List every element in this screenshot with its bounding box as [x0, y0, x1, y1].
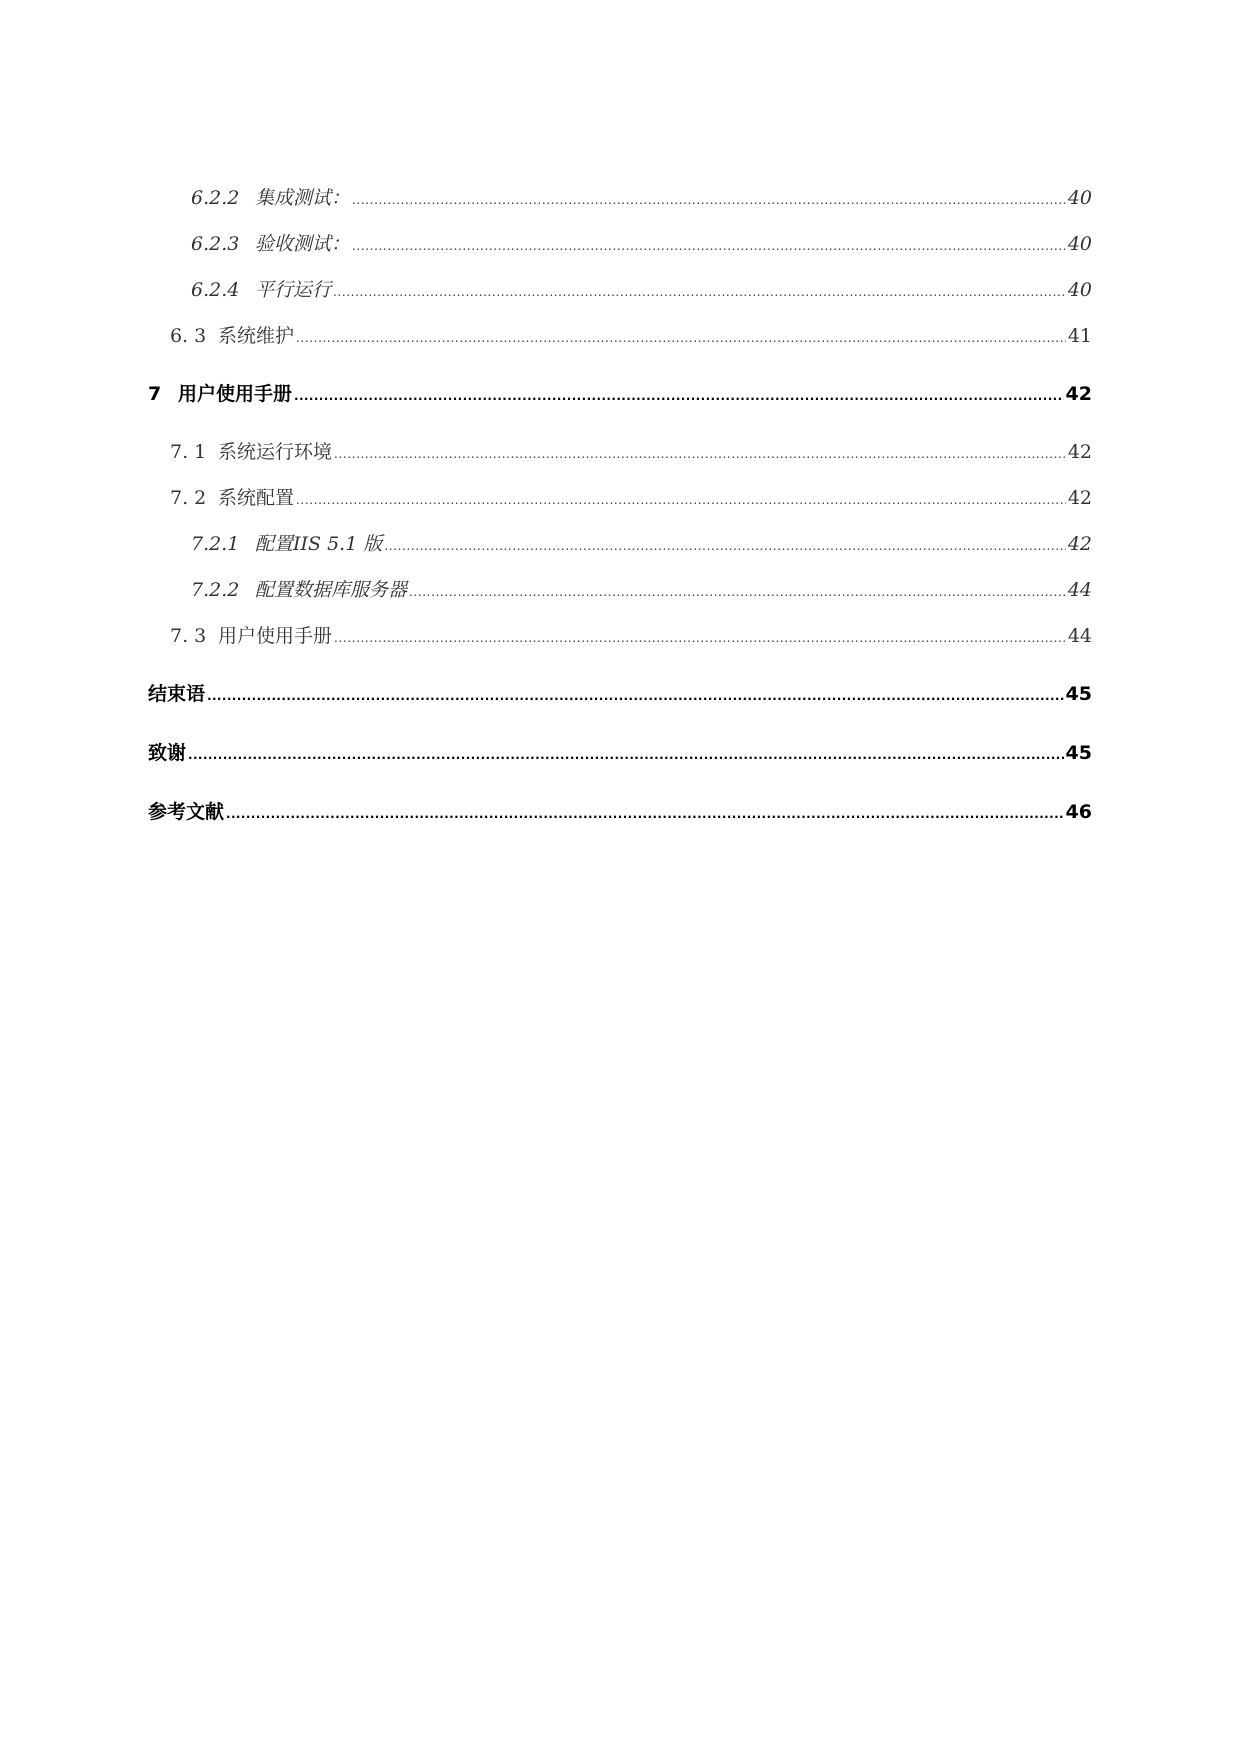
toc-entry-title: 用户使用手册: [178, 383, 293, 405]
dot-leader: [384, 533, 1065, 555]
toc-entry-title: 配置IIS 5.1 版: [255, 533, 383, 555]
toc-entry-number: 7. 2: [170, 487, 207, 509]
toc-entry-title: 参考文献: [148, 801, 225, 823]
dot-leader: [207, 683, 1064, 705]
dot-leader: [334, 441, 1066, 463]
toc-entry-page: 46: [1065, 801, 1092, 823]
toc-entry-page: 45: [1065, 742, 1092, 764]
toc-entry-page: 40: [1067, 279, 1092, 301]
toc-entry-6-2-4[interactable]: [191, 275, 1092, 302]
toc-entry-page: 42: [1067, 441, 1092, 463]
dot-leader: [334, 625, 1066, 647]
toc-entry-number: 7. 1: [170, 441, 207, 463]
toc-entry-7-2-1[interactable]: [191, 529, 1092, 556]
toc-entry-title: 结束语: [148, 683, 206, 705]
toc-entry-page: 40: [1067, 233, 1092, 255]
toc-entry-6-3[interactable]: [170, 321, 1092, 348]
toc-entry-page: 44: [1067, 625, 1092, 647]
dot-leader: [333, 279, 1066, 301]
toc-entry-title: 集成测试：: [255, 187, 351, 209]
toc-entry-number: 7. 3: [170, 625, 207, 647]
toc-entry-title: 致谢: [148, 742, 187, 764]
toc-entry-page: 40: [1067, 187, 1092, 209]
toc-entry-number: 7.2.1: [191, 533, 240, 555]
dot-leader: [226, 801, 1064, 823]
toc-entry-number: 6.2.3: [191, 233, 240, 255]
toc-entry-7-1[interactable]: [170, 437, 1092, 464]
toc-entry-number: 6.2.2: [191, 187, 240, 209]
dot-leader: [188, 742, 1064, 764]
toc-entry-references[interactable]: [148, 797, 1092, 824]
toc-entry-number: 7.2.2: [191, 579, 240, 601]
toc-entry-number: 6.2.4: [191, 279, 240, 301]
toc-entry-conclusion[interactable]: [148, 679, 1092, 706]
dot-leader: [294, 383, 1064, 405]
toc-entry-6-2-2[interactable]: [191, 183, 1092, 210]
dot-leader: [352, 233, 1066, 255]
toc-entry-page: 42: [1067, 487, 1092, 509]
toc-entry-page: 42: [1067, 533, 1092, 555]
toc-entry-6-2-3[interactable]: [191, 229, 1092, 256]
toc-entry-page: 42: [1065, 383, 1092, 405]
toc-entry-title: 配置数据库服务器: [255, 579, 408, 601]
dot-leader: [296, 487, 1066, 509]
dot-leader: [352, 187, 1066, 209]
toc-entry-7-2-2[interactable]: [191, 575, 1092, 602]
toc-entry-acknowledgements[interactable]: [148, 738, 1092, 765]
toc-entry-number: 6. 3: [170, 325, 207, 347]
toc-entry-title: 验收测试：: [255, 233, 351, 255]
toc-entry-page: 44: [1067, 579, 1092, 601]
dot-leader: [296, 325, 1066, 347]
toc-entry-title: 系统维护: [218, 325, 295, 347]
toc-entry-7-3[interactable]: [170, 621, 1092, 648]
toc-entry-number: 7: [148, 383, 162, 405]
toc-entry-title: 系统配置: [218, 487, 295, 509]
toc-entry-7-2[interactable]: [170, 483, 1092, 510]
toc-entry-page: 45: [1065, 683, 1092, 705]
toc-entry-title: 系统运行环境: [218, 441, 333, 463]
toc-entry-chapter-7[interactable]: [148, 379, 1092, 406]
dot-leader: [409, 579, 1066, 601]
toc-entry-title: 用户使用手册: [218, 625, 333, 647]
toc-entry-title: 平行运行: [255, 279, 332, 301]
toc-entry-page: 41: [1067, 325, 1092, 347]
